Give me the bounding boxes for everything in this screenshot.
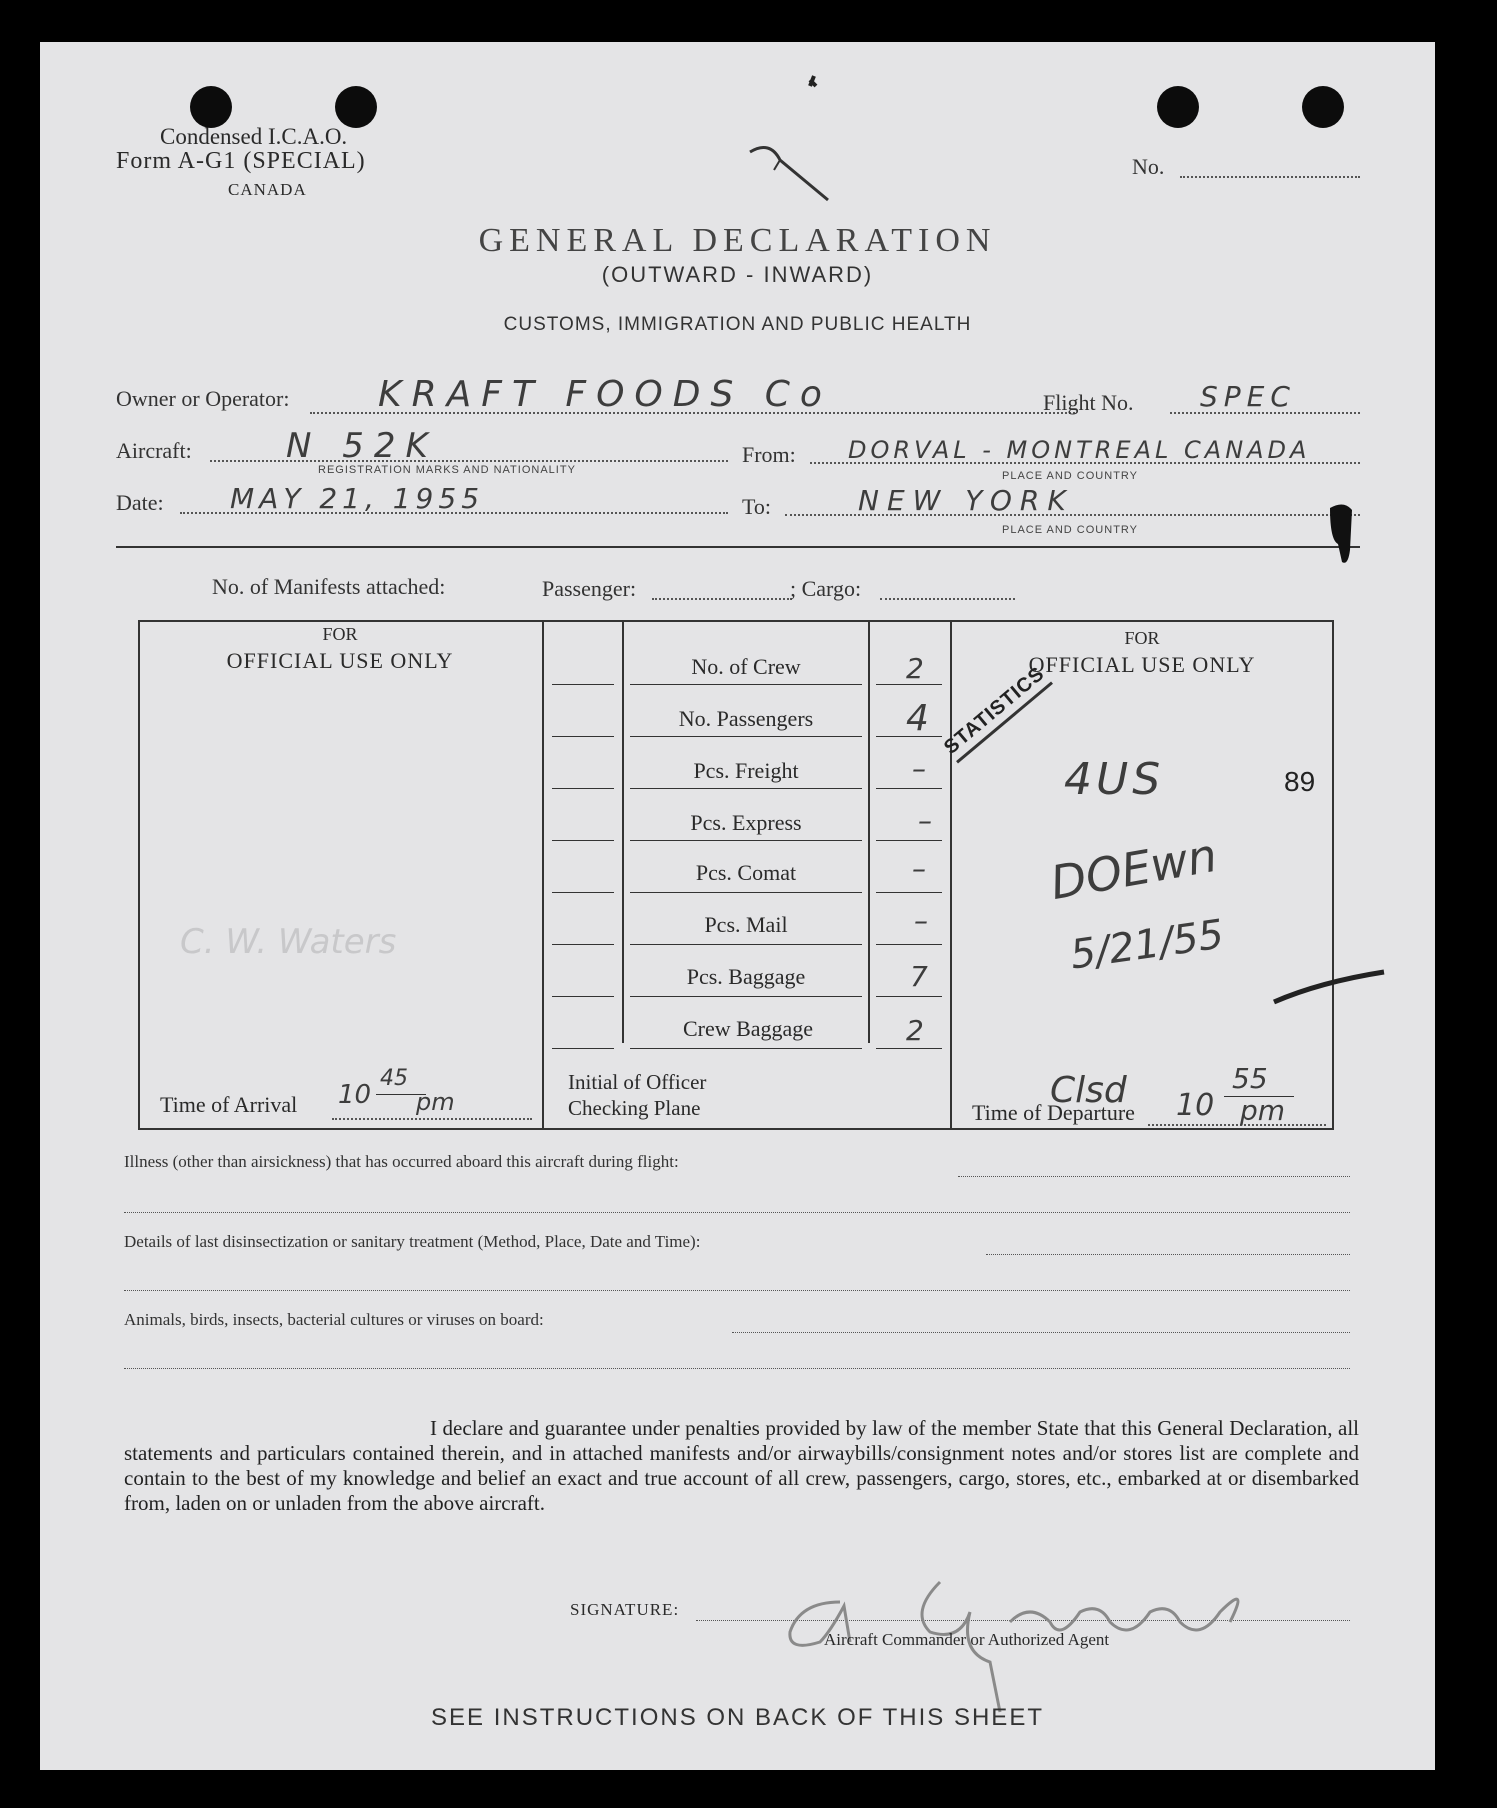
footer-instructions: SEE INSTRUCTIONS ON BACK OF THIS SHEET	[431, 1704, 1044, 1731]
form-code-line1: Condensed I.C.A.O.	[160, 124, 348, 149]
animals-answer-line[interactable]	[732, 1332, 1350, 1333]
handwritten-code: 4US	[1064, 754, 1165, 805]
time-departure-label: Time of Departure	[972, 1100, 1135, 1125]
row-line	[630, 996, 862, 997]
aircraft-label: Aircraft:	[116, 438, 192, 463]
departure-annotation: Clsd	[1050, 1070, 1127, 1111]
row-label-passengers: No. Passengers	[678, 706, 814, 731]
initial-officer-line2: Checking Plane	[568, 1096, 701, 1120]
ink-blot	[1326, 500, 1356, 570]
owner-value[interactable]: KRAFT FOODS Co	[378, 374, 832, 415]
row-value-passengers[interactable]: 4	[906, 698, 929, 739]
handwritten-date: 5/21/55	[1067, 911, 1227, 979]
row-value-baggage[interactable]: 7	[910, 960, 928, 993]
illness-question: Illness (other than airsickness) that has occurred aboard this aircraft during flight:	[124, 1152, 679, 1171]
table-divider	[950, 620, 952, 1130]
form-number-label: No.	[1132, 154, 1165, 179]
right-official-label: OFFICIAL USE ONLY	[1028, 652, 1256, 677]
table-divider	[868, 620, 870, 1043]
to-label: To:	[742, 494, 772, 519]
row-value-crew-baggage[interactable]: 2	[906, 1014, 924, 1047]
time-arrival-value[interactable]: 10	[338, 1080, 372, 1110]
faint-signature: C. W. Waters	[180, 922, 397, 962]
form-number-field[interactable]	[1180, 176, 1360, 178]
page-title: GENERAL DECLARATION	[478, 222, 997, 259]
disinsection-answer-line[interactable]	[986, 1254, 1350, 1255]
section-divider	[116, 546, 1360, 548]
punch-hole	[335, 86, 377, 128]
left-for-label: FOR	[322, 624, 358, 644]
manifests-passenger-label: Passenger:	[542, 576, 637, 601]
row-line	[630, 684, 862, 685]
time-arrival-ampm: pm	[416, 1088, 455, 1116]
manifests-cargo-label: ; Cargo:	[790, 576, 862, 601]
pen-stroke	[1270, 942, 1390, 1012]
punch-hole	[1157, 86, 1199, 128]
row-value-line	[876, 944, 942, 945]
row-label-express: Pcs. Express	[690, 810, 802, 835]
declaration-text: I declare and guarantee under penalties provided by law of the member State that this General Declaration, all statements and particulars contained therein, and in attached manifests and/or airwaybills/consignment notes and/or stores list are complete and contain to the best of my knowledge and belief an exact and true account of all crew, passengers, cargo, stores, etc., embarked at or disembarked from, laden on or unladen from the above aircraft.	[124, 1416, 1359, 1515]
manifests-passenger-field[interactable]	[652, 598, 792, 600]
from-caption: PLACE AND COUNTRY	[1002, 470, 1138, 482]
row-label-crew-baggage: Crew Baggage	[682, 1016, 814, 1041]
row-label-baggage: Pcs. Baggage	[686, 964, 806, 989]
punch-hole	[190, 86, 232, 128]
form-country: CANADA	[228, 180, 307, 199]
disinsection-answer-line[interactable]	[124, 1290, 1350, 1291]
from-value[interactable]: DORVAL - MONTREAL CANADA	[848, 436, 1311, 464]
row-stub-line	[552, 684, 614, 685]
time-arrival-label: Time of Arrival	[160, 1092, 298, 1117]
date-value[interactable]: MAY 21, 1955	[230, 482, 485, 515]
owner-label: Owner or Operator:	[116, 386, 290, 411]
row-stub-line	[552, 1048, 614, 1049]
table-divider	[542, 620, 544, 1130]
row-value-crew[interactable]: 2	[906, 652, 924, 685]
illness-answer-line[interactable]	[958, 1176, 1350, 1177]
row-value-freight[interactable]: –	[912, 752, 926, 785]
row-stub-line	[552, 840, 614, 841]
aircraft-caption: REGISTRATION MARKS AND NATIONALITY	[318, 464, 576, 476]
animals-question: Animals, birds, insects, bacterial cultures or viruses on board:	[124, 1310, 544, 1329]
row-value-line	[876, 1048, 942, 1049]
animals-answer-line[interactable]	[124, 1368, 1350, 1369]
to-value[interactable]: NEW YORK	[858, 484, 1074, 517]
row-label-mail: Pcs. Mail	[704, 912, 788, 937]
to-caption: PLACE AND COUNTRY	[1002, 524, 1138, 536]
time-arrival-minutes: 45	[380, 1066, 408, 1091]
initial-officer-line1: Initial of Officer	[568, 1070, 707, 1094]
statistics-stamp: STATISTICS	[940, 662, 1053, 763]
time-departure-minutes: 55	[1232, 1062, 1268, 1095]
row-value-line	[876, 996, 942, 997]
row-stub-line	[552, 996, 614, 997]
row-line	[630, 788, 862, 789]
pen-mark	[740, 70, 850, 220]
row-stub-line	[552, 788, 614, 789]
aircraft-value[interactable]: N 52K	[286, 426, 438, 466]
time-departure-line	[1148, 1124, 1326, 1126]
row-label-comat: Pcs. Comat	[695, 860, 797, 885]
signature-label: SIGNATURE:	[570, 1600, 680, 1619]
row-label-freight: Pcs. Freight	[693, 758, 799, 783]
punch-hole	[1302, 86, 1344, 128]
row-stub-line	[552, 736, 614, 737]
row-value-line	[876, 788, 942, 789]
row-value-mail[interactable]: –	[914, 904, 928, 937]
page-subtitle: (OUTWARD - INWARD)	[601, 262, 874, 287]
row-stub-line	[552, 892, 614, 893]
flight-label: Flight No.	[1043, 390, 1134, 415]
disinsection-question: Details of last disinsectization or sanitary treatment (Method, Place, Date and Time):	[124, 1232, 701, 1251]
row-line	[630, 944, 862, 945]
manifests-cargo-field[interactable]	[880, 598, 1015, 600]
row-line	[630, 892, 862, 893]
manifests-label: No. of Manifests attached:	[212, 574, 446, 599]
row-line	[630, 840, 862, 841]
time-departure-ampm: pm	[1240, 1094, 1286, 1127]
declaration-form	[40, 42, 1435, 1770]
time-departure-value[interactable]: 10	[1176, 1088, 1215, 1123]
illness-answer-line[interactable]	[124, 1212, 1350, 1213]
handwritten-initials: DOEwn	[1046, 827, 1221, 911]
row-value-line	[876, 892, 942, 893]
row-line	[630, 1048, 862, 1049]
row-value-line	[876, 840, 942, 841]
row-value-express[interactable]: –	[918, 804, 932, 837]
flight-value[interactable]: SPEC	[1200, 380, 1296, 413]
signature-caption: Aircraft Commander or Authorized Agent	[824, 1630, 1110, 1649]
row-label-crew: No. of Crew	[691, 654, 801, 679]
handwritten-number: 89	[1284, 766, 1316, 797]
right-for-label: FOR	[1124, 628, 1160, 648]
date-label: Date:	[116, 490, 164, 515]
form-code-line2: Form A-G1 (SPECIAL)	[116, 148, 366, 174]
row-stub-line	[552, 944, 614, 945]
table-divider	[622, 620, 624, 1043]
row-value-comat[interactable]: –	[912, 852, 926, 885]
time-arrival-line	[332, 1118, 532, 1120]
department-heading: CUSTOMS, IMMIGRATION AND PUBLIC HEALTH	[503, 314, 972, 335]
from-label: From:	[742, 442, 796, 467]
row-line	[630, 736, 862, 737]
left-official-label: OFFICIAL USE ONLY	[226, 648, 454, 673]
